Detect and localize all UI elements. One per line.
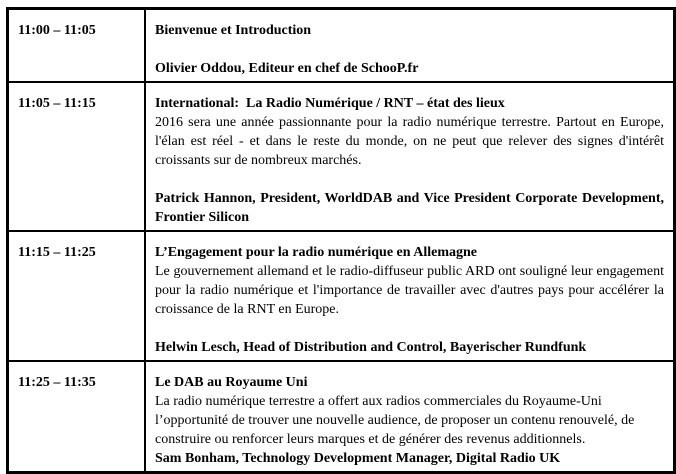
session-title: Bienvenue et Introduction — [155, 23, 312, 38]
session-description: Le gouvernement allemand et le radio-diffuseur public ARD ont souligné leur engagement pour la radio numérique et l'importance de travailler avec d'autres pays pour accélérer la croissance de la RNT en Europe. — [155, 264, 664, 317]
session-row — [8, 361, 675, 473]
session-speaker: Sam Bonham, Technology Development Manager, Digital Radio UK — [155, 451, 561, 466]
session-time: 11:25 – 11:35 — [8, 361, 146, 473]
session-details — [145, 82, 675, 231]
session-title: L’Engagement pour la radio numérique en Allemagne — [155, 245, 478, 260]
session-speaker: Patrick Hannon, President, WorldDAB and Vice President Corporate Development, Frontier Silicon — [155, 191, 664, 225]
session-details — [145, 361, 675, 473]
session-speaker: Helwin Lesch, Head of Distribution and Control, Bayerischer Rundfunk — [155, 340, 587, 355]
session-details — [145, 9, 675, 83]
session-row — [8, 9, 675, 83]
session-title: Le DAB au Royaume Uni — [155, 375, 308, 390]
session-time: 11:00 – 11:05 — [8, 9, 146, 83]
session-title: International: La Radio Numérique / RNT – état des lieux — [155, 96, 505, 111]
session-details — [145, 231, 675, 361]
session-description: La radio numérique terrestre a offert aux radios commerciales du Royaume-Uni l’opportunité de trouver une nouvelle audience, de proposer un contenu renouvelé, de construire ou renforcer leurs marques et de générer des revenus additionnels. — [155, 394, 635, 447]
session-row — [8, 82, 675, 231]
session-row — [8, 231, 675, 361]
session-time: 11:15 – 11:25 — [8, 231, 146, 361]
session-time: 11:05 – 11:15 — [8, 82, 146, 231]
session-speaker: Olivier Oddou, Editeur en chef de SchooP.fr — [155, 61, 419, 76]
agenda-table — [6, 7, 676, 474]
session-description: 2016 sera une année passionnante pour la radio numérique terrestre. Partout en Europe, l'élan est réel - et dans le reste du monde, on ne peut que relever des signes d'intérêt croissants sur de nombreux marchés. — [155, 115, 664, 168]
